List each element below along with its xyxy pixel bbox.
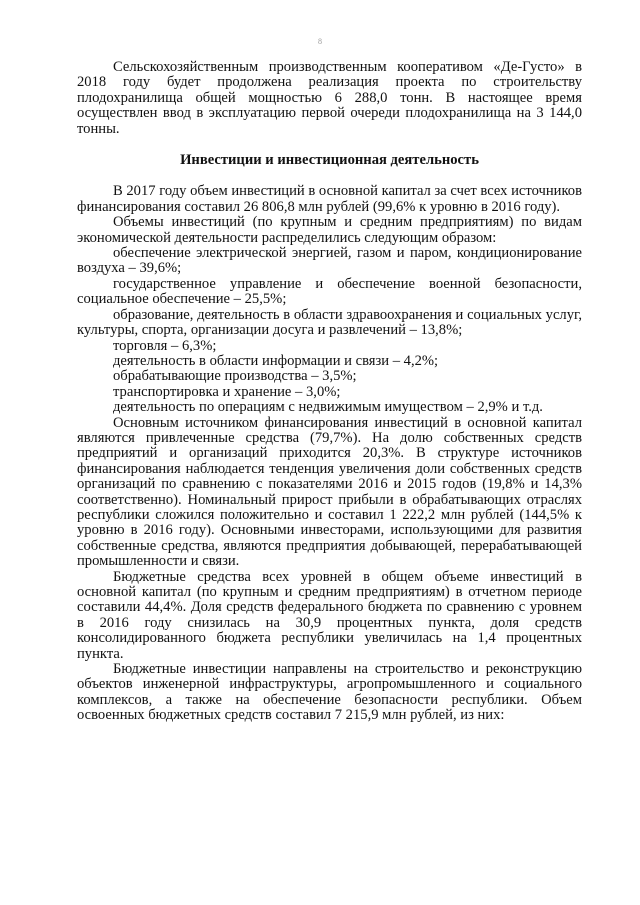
list-item-transport: транспортировка и хранение – 3,0%; [113,383,341,400]
paragraph-investment-volume: В 2017 году объем инвестиций в основной капитал за счет всех источников финансирования составил 26 806,8 млн рублей (99,6% к уровню в 2016 году). [77,183,582,215]
list-item-real-estate: деятельность по операциям с недвижимым имуществом – 2,9% и т.д. [113,399,543,416]
document-body [77,60,582,724]
list-item-energy: обеспечение электрической энергией, газом и паром, кондиционирование воздуха – 39,6%; [77,245,582,277]
page-number: 8 [318,37,322,46]
paragraph-investment-by-activity: Объемы инвестиций (по крупным и средним предприятиям) по видам экономической деятельности распределились следующим образом: [77,214,582,246]
list-item-manufacturing: обрабатывающие производства – 3,5%; [113,368,357,385]
paragraph-budget-investments: Бюджетные инвестиции направлены на строительство и реконструкцию объектов инженерной инфраструктуры, агропромышленного и социального комплексов, а также на обеспечение безопасности республики. Объем освоенных бюджетных средств составил 7 215,9 млн рублей, из них: [77,661,582,724]
section-heading: Инвестиции и инвестиционная деятельность [180,152,479,169]
list-item-trade: торговля – 6,3%; [113,337,217,354]
list-item-government: государственное управление и обеспечение военной безопасности, социальное обеспечение – 25,5%; [77,275,582,308]
paragraph-cooperative-project: Сельскохозяйственным производственным кооперативом «Де-Густо» в 2018 году будет продолжена реализация проекта по строительству плодохранилища общей мощностью 6 288,0 тонн. В настоящее время осуществлен ввод в эксплуатацию первой очереди плодохранилища на 3 144,0 тонны. [77,59,582,137]
list-item-education-health: образование, деятельность в области здравоохранения и социальных услуг, культуры, спорта, организации досуга и развлечений – 13,8%; [77,306,582,339]
paragraph-funding-sources: Основным источником финансирования инвестиций в основной капитал являются привлеченные средства (79,7%). На долю собственных средств предприятий и организаций приходится 20,3%. В структуре источников финансирования наблюдается тенденция увеличения доли собственных средств организаций по сравнению с показателями 2016 и 2015 годов (19,8% и 14,3% соответственно). Номинальный прирост прибыли в обрабатывающих отраслях республики сложился положительно и составил 1 222,2 млн рублей (144,5% к уровню в 2016 году). Основными инвесторами, использующими для развития собственные средства, являются предприятия добывающей, перерабатывающей промышленности и связи. [77,414,582,570]
list-item-it-communication: деятельность в области информации и связи – 4,2%; [113,352,439,369]
paragraph-budget-share: Бюджетные средства всех уровней в общем объеме инвестиций в основной капитал (по крупным и средним предприятиям) в отчетном периоде составили 44,4%. Доля средств федерального бюджета по сравнению с уровнем в 2016 году снизилась на 30,9 процентных пункта, доля средств консолидированного бюджета республики увеличилась на 1,4 процентных пункта. [77,568,582,662]
